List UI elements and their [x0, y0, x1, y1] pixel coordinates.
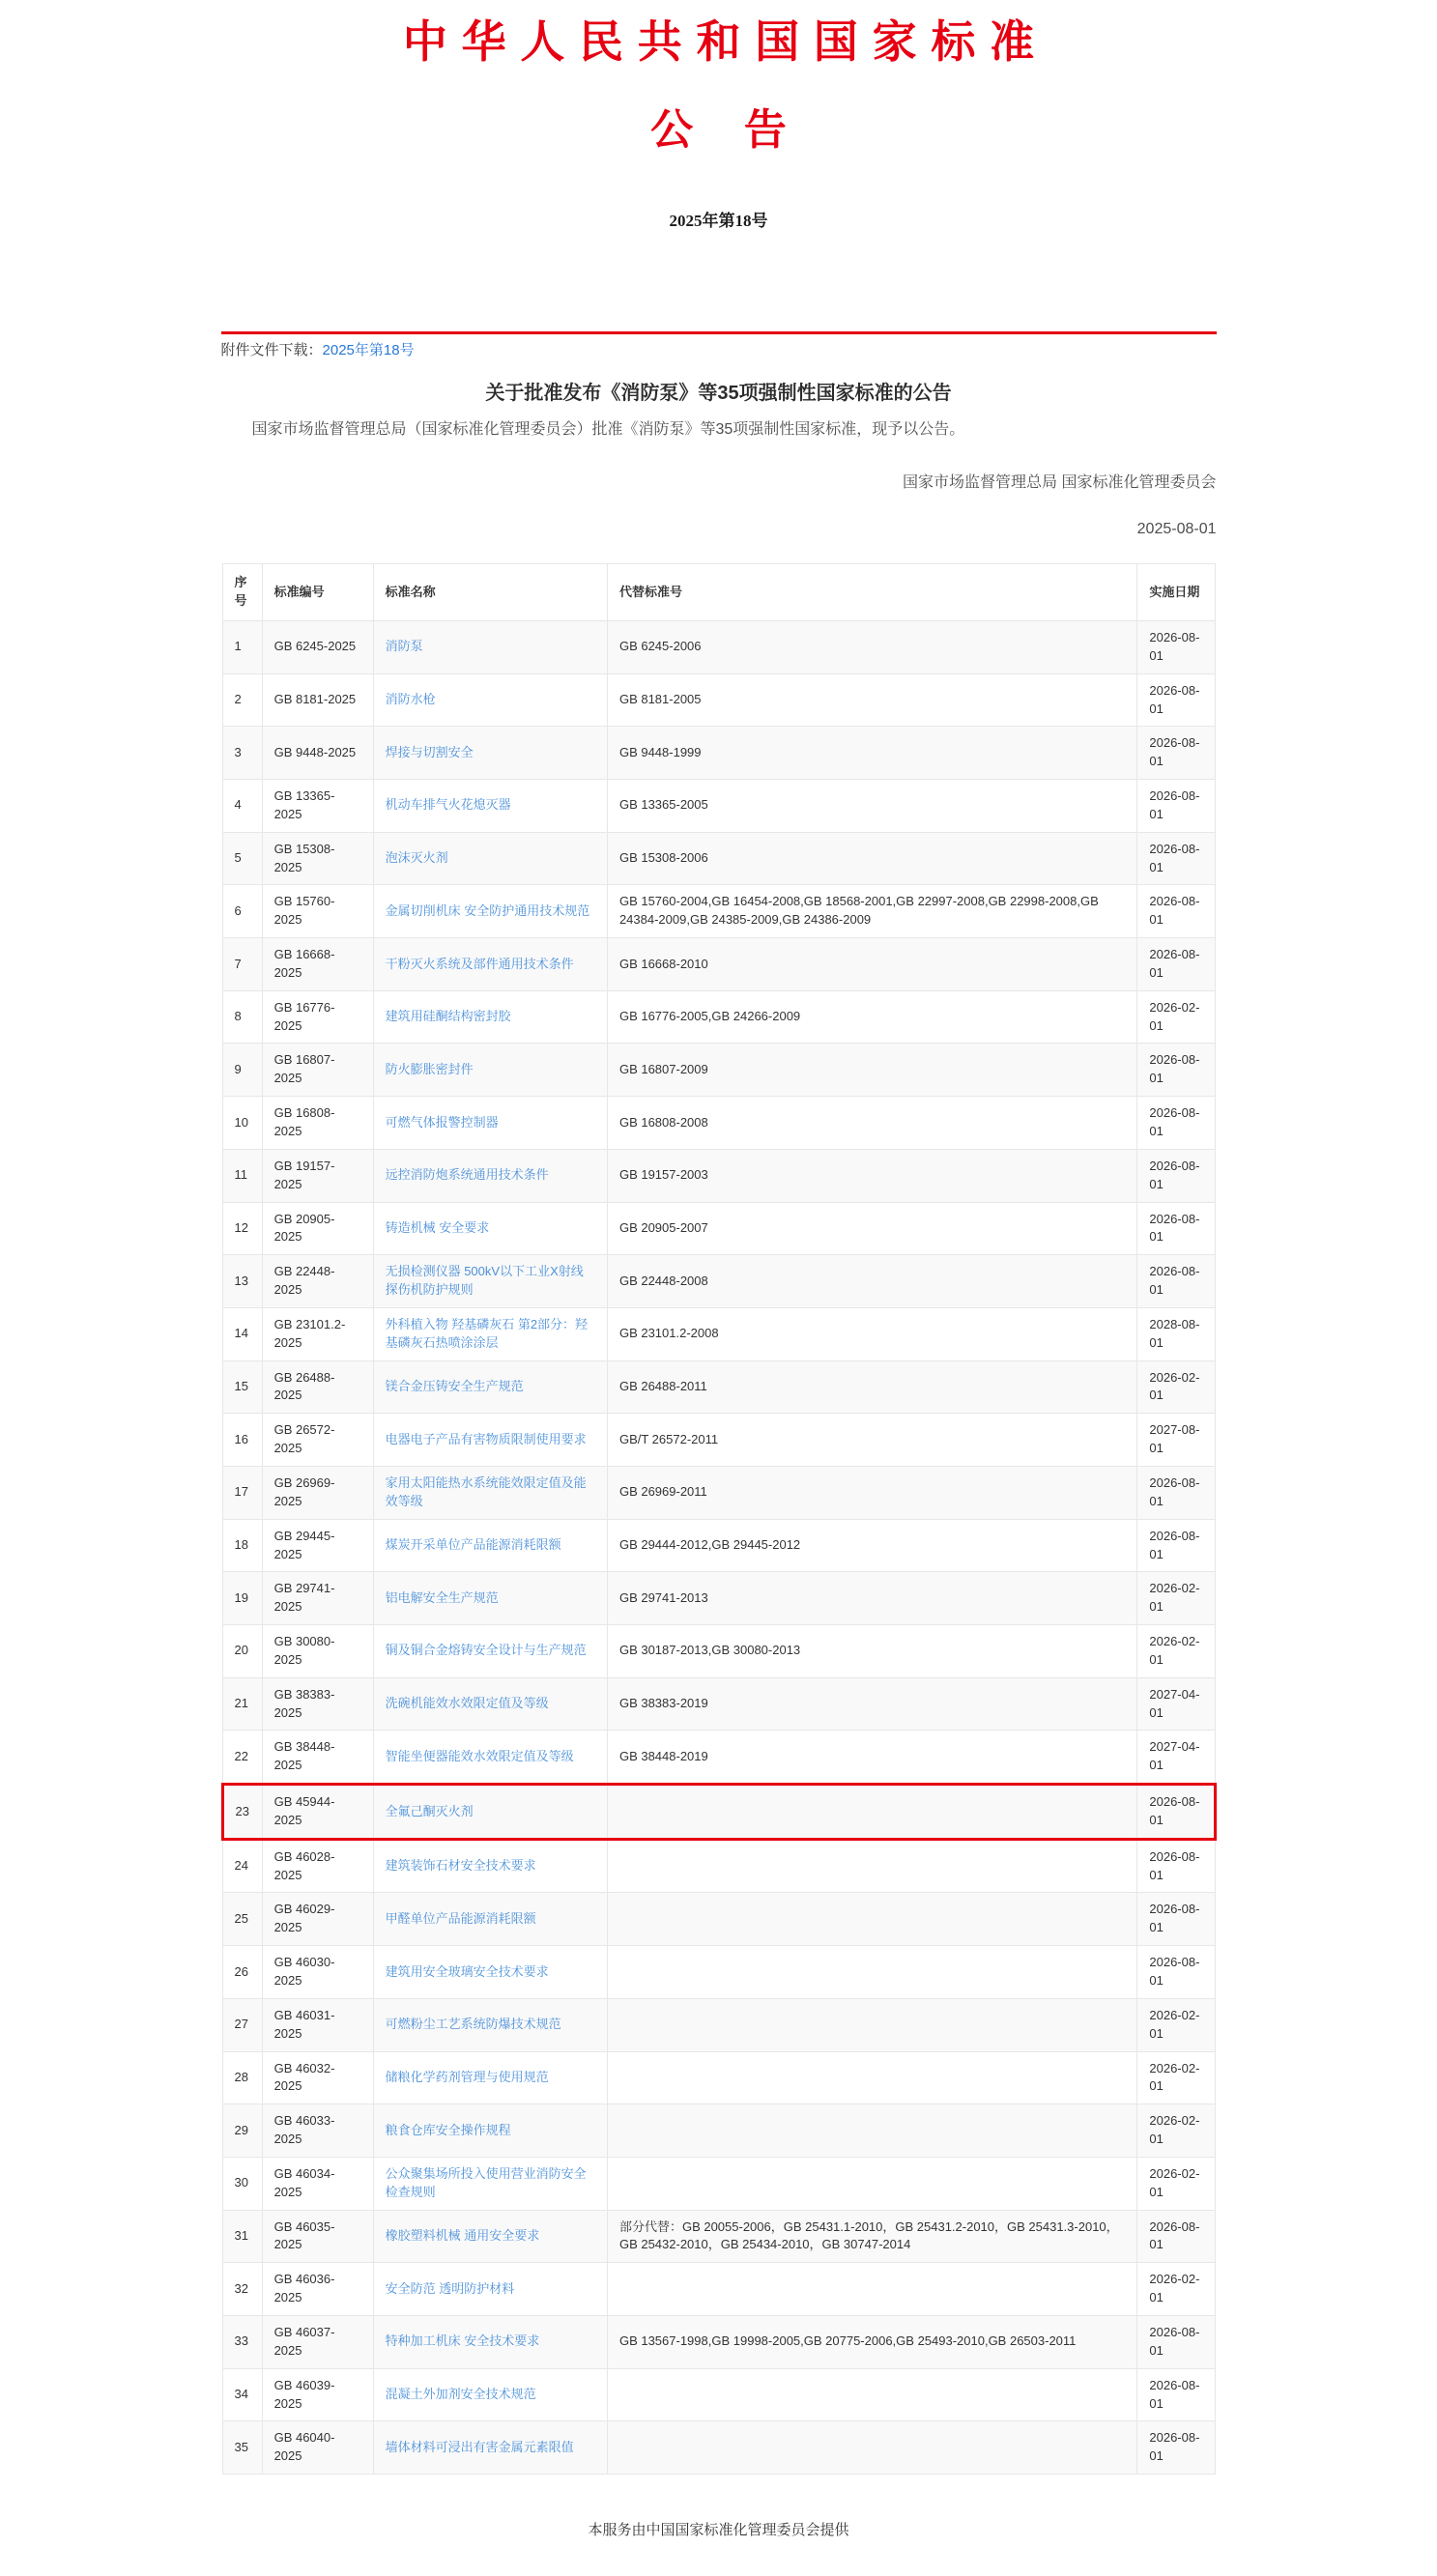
table-row	[222, 727, 1215, 780]
implementation-date-cell: 2026-02-01	[1137, 2051, 1215, 2104]
standard-name-link[interactable]: 粮食仓库安全操作规程	[385, 2122, 511, 2137]
standard-name-cell	[373, 1677, 607, 1731]
standard-code-cell: GB 46031-2025	[262, 1998, 373, 2051]
replaced-standards-cell: GB 15760-2004,GB 16454-2008,GB 18568-2001,GB 22997-2008,GB 22998-2008,GB 24384-2009,GB 24385-2009,GB 24386-2009	[607, 885, 1136, 938]
standard-name-link[interactable]: 安全防范 透明防护材料	[385, 2280, 515, 2296]
replaced-standards-cell: GB 9448-1999	[607, 727, 1136, 780]
row-index-cell: 22	[222, 1731, 262, 1785]
standard-name-link[interactable]: 建筑用安全玻璃安全技术要求	[385, 1963, 549, 1979]
standards-table	[221, 563, 1217, 2475]
standard-code-cell: GB 23101.2-2025	[262, 1307, 373, 1360]
content-area	[221, 331, 1217, 2539]
standard-code-cell: GB 13365-2025	[262, 780, 373, 833]
standard-code-cell: GB 38383-2025	[262, 1677, 373, 1731]
attachment-label: 附件文件下载：	[220, 342, 323, 359]
table-row	[222, 620, 1215, 673]
issue-number: 2025年第18号	[669, 212, 768, 231]
column-header-code: 标准编号	[262, 564, 373, 621]
standard-name-cell	[373, 1360, 607, 1414]
table-row	[222, 1839, 1215, 1893]
implementation-date-cell: 2026-02-01	[1137, 1572, 1215, 1625]
standard-name-link[interactable]: 智能坐便器能效水效限定值及等级	[385, 1748, 574, 1763]
table-row	[222, 1255, 1215, 1308]
replaced-standards-cell: GB 13365-2005	[607, 780, 1136, 833]
replaced-standards-cell: GB 26488-2011	[607, 1360, 1136, 1414]
standard-name-link[interactable]: 甲醛单位产品能源消耗限额	[385, 1910, 536, 1926]
row-index-cell: 16	[222, 1414, 262, 1467]
replaced-standards-cell: GB 30187-2013,GB 30080-2013	[607, 1625, 1136, 1678]
standard-code-cell: GB 26488-2025	[262, 1360, 373, 1414]
table-row	[222, 673, 1215, 727]
replaced-standards-cell: GB 29741-2013	[607, 1572, 1136, 1625]
row-index-cell: 34	[222, 2368, 262, 2421]
standard-code-cell: GB 15760-2025	[262, 885, 373, 938]
replaced-standards-cell	[607, 2104, 1136, 2158]
replaced-standards-cell	[607, 2157, 1136, 2210]
standard-name-cell	[373, 1946, 607, 1999]
implementation-date-cell: 2027-08-01	[1137, 1414, 1215, 1467]
standard-name-cell	[373, 1255, 607, 1308]
replaced-standards-cell: GB 16808-2008	[607, 1097, 1136, 1150]
row-index-cell: 15	[222, 1360, 262, 1414]
replaced-standards-cell: GB 38383-2019	[607, 1677, 1136, 1731]
standard-name-link[interactable]: 储粮化学药剂管理与使用规范	[385, 2069, 549, 2084]
standard-name-cell	[373, 2263, 607, 2316]
standard-name-cell	[373, 1893, 607, 1946]
standard-name-cell	[373, 1519, 607, 1572]
implementation-date-cell: 2026-08-01	[1137, 1097, 1215, 1150]
standard-code-cell: GB 46032-2025	[262, 2051, 373, 2104]
standard-name-cell	[373, 1839, 607, 1893]
standards-table-body	[222, 620, 1215, 2474]
standard-code-cell: GB 26572-2025	[262, 1414, 373, 1467]
standard-code-cell: GB 46040-2025	[262, 2421, 373, 2475]
implementation-date-cell: 2026-08-01	[1137, 673, 1215, 727]
standard-name-cell	[373, 990, 607, 1044]
replaced-standards-cell: GB 23101.2-2008	[607, 1307, 1136, 1360]
standard-name-link[interactable]: 铝电解安全生产规范	[385, 1589, 499, 1605]
row-index-cell: 23	[222, 1785, 262, 1840]
attachment-bar	[221, 334, 1217, 359]
table-row	[222, 1360, 1215, 1414]
row-index-cell: 6	[222, 885, 262, 938]
column-header-date: 实施日期	[1137, 564, 1215, 621]
standard-name-link[interactable]: 家用太阳能热水系统能效限定值及能效等级	[385, 1474, 587, 1508]
column-header-replaces: 代替标准号	[607, 564, 1136, 621]
implementation-date-cell: 2026-08-01	[1137, 1255, 1215, 1308]
table-row	[222, 1677, 1215, 1731]
standard-name-cell	[373, 2368, 607, 2421]
table-row	[222, 1097, 1215, 1150]
row-index-cell: 11	[222, 1149, 262, 1202]
notice-title: 关于批准发布《消防泵》等35项强制性国家标准的公告	[485, 383, 952, 405]
row-index-cell: 4	[222, 780, 262, 833]
replaced-standards-cell: GB 6245-2006	[607, 620, 1136, 673]
table-row	[222, 1149, 1215, 1202]
replaced-standards-cell: GB 29444-2012,GB 29445-2012	[607, 1519, 1136, 1572]
replaced-standards-cell	[607, 2368, 1136, 2421]
replaced-standards-cell: GB 22448-2008	[607, 1255, 1136, 1308]
table-row	[222, 1414, 1215, 1467]
column-header-no: 序号	[222, 564, 262, 621]
standard-name-link[interactable]: 消防泵	[385, 639, 423, 654]
table-row	[222, 885, 1215, 938]
standard-name-link[interactable]: 煤炭开采单位产品能源消耗限额	[385, 1537, 561, 1553]
standard-name-cell	[373, 1202, 607, 1255]
replaced-standards-cell	[607, 2263, 1136, 2316]
row-index-cell: 13	[222, 1255, 262, 1308]
implementation-date-cell: 2026-08-01	[1137, 832, 1215, 885]
standard-code-cell: GB 46033-2025	[262, 2104, 373, 2158]
row-index-cell: 3	[222, 727, 262, 780]
implementation-date-cell: 2026-08-01	[1137, 1466, 1215, 1519]
row-index-cell: 8	[222, 990, 262, 1044]
standard-name-cell	[373, 2157, 607, 2210]
implementation-date-cell: 2026-02-01	[1137, 2104, 1215, 2158]
table-row	[222, 1572, 1215, 1625]
replaced-standards-cell: GB 16807-2009	[607, 1044, 1136, 1097]
implementation-date-cell: 2026-08-01	[1137, 1839, 1215, 1893]
implementation-date-cell: 2026-08-01	[1137, 1044, 1215, 1097]
implementation-date-cell: 2026-08-01	[1137, 620, 1215, 673]
row-index-cell: 32	[222, 2263, 262, 2316]
replaced-standards-cell	[607, 2421, 1136, 2475]
replaced-standards-cell	[607, 1839, 1136, 1893]
table-row	[222, 1307, 1215, 1360]
standard-name-link[interactable]: 铜及铜合金熔铸安全设计与生产规范	[385, 1643, 587, 1658]
standard-name-link[interactable]: 可燃粉尘工艺系统防爆技术规范	[385, 2017, 561, 2032]
table-row	[222, 1202, 1215, 1255]
standard-name-cell	[373, 1307, 607, 1360]
standard-name-cell	[373, 2421, 607, 2475]
standard-name-cell	[373, 1785, 607, 1840]
standard-code-cell: GB 16776-2025	[262, 990, 373, 1044]
standard-code-cell: GB 46028-2025	[262, 1839, 373, 1893]
replaced-standards-cell	[607, 1785, 1136, 1840]
standard-name-cell	[373, 1625, 607, 1678]
table-row	[222, 1044, 1215, 1097]
implementation-date-cell: 2027-04-01	[1137, 1731, 1215, 1785]
standard-name-link[interactable]: 无损检测仪器 500kV以下工业X射线探伤机防护规则	[385, 1264, 584, 1298]
table-row	[222, 1893, 1215, 1946]
table-row	[222, 1946, 1215, 1999]
implementation-date-cell: 2026-08-01	[1137, 885, 1215, 938]
standard-name-link[interactable]: 橡胶塑料机械 通用安全要求	[385, 2228, 540, 2244]
standard-code-cell: GB 30080-2025	[262, 1625, 373, 1678]
table-row	[222, 1625, 1215, 1678]
implementation-date-cell: 2028-08-01	[1137, 1307, 1215, 1360]
implementation-date-cell: 2026-08-01	[1137, 2210, 1215, 2263]
table-row	[222, 2421, 1215, 2475]
standard-name-cell	[373, 938, 607, 991]
standard-name-link[interactable]: 消防水枪	[385, 692, 436, 707]
row-index-cell: 7	[222, 938, 262, 991]
row-index-cell: 14	[222, 1307, 262, 1360]
standard-code-cell: GB 46034-2025	[262, 2157, 373, 2210]
standard-name-link[interactable]: 机动车排气火花熄灭器	[385, 797, 511, 813]
row-index-cell: 1	[222, 620, 262, 673]
row-index-cell: 10	[222, 1097, 262, 1150]
standard-name-cell	[373, 1097, 607, 1150]
replaced-standards-cell: GB 8181-2005	[607, 673, 1136, 727]
notice-body: 国家市场监督管理总局（国家标准化管理委员会）批准《消防泵》等35项强制性国家标准，现予以公告。	[251, 421, 965, 439]
row-index-cell: 30	[222, 2157, 262, 2210]
table-row	[222, 832, 1215, 885]
implementation-date-cell: 2026-02-01	[1137, 2263, 1215, 2316]
standard-code-cell: GB 46030-2025	[262, 1946, 373, 1999]
standard-name-link[interactable]: 混凝土外加剂安全技术规范	[385, 2387, 536, 2402]
footer-note: 本服务由中国国家标准化管理委员会提供	[588, 2522, 849, 2539]
implementation-date-cell: 2026-02-01	[1137, 1360, 1215, 1414]
row-index-cell: 19	[222, 1572, 262, 1625]
standard-code-cell: GB 6245-2025	[262, 620, 373, 673]
standard-name-cell	[373, 1572, 607, 1625]
standard-name-cell	[373, 620, 607, 673]
standard-code-cell: GB 38448-2025	[262, 1731, 373, 1785]
row-index-cell: 17	[222, 1466, 262, 1519]
replaced-standards-cell: GB 16776-2005,GB 24266-2009	[607, 990, 1136, 1044]
standard-code-cell: GB 8181-2025	[262, 673, 373, 727]
table-row	[222, 1519, 1215, 1572]
implementation-date-cell: 2027-04-01	[1137, 1677, 1215, 1731]
row-index-cell: 27	[222, 1998, 262, 2051]
replaced-standards-cell: GB/T 26572-2011	[607, 1414, 1136, 1467]
implementation-date-cell: 2026-08-01	[1137, 2421, 1215, 2475]
replaced-standards-cell: GB 15308-2006	[607, 832, 1136, 885]
row-index-cell: 20	[222, 1625, 262, 1678]
table-header-row	[222, 564, 1215, 621]
implementation-date-cell: 2026-08-01	[1137, 727, 1215, 780]
replaced-standards-cell: GB 13567-1998,GB 19998-2005,GB 20775-2006,GB 25493-2010,GB 26503-2011	[607, 2315, 1136, 2368]
row-index-cell: 2	[222, 673, 262, 727]
table-row	[222, 1466, 1215, 1519]
attachment-link[interactable]: 2025年第18号	[322, 342, 415, 359]
standard-code-cell: GB 46036-2025	[262, 2263, 373, 2316]
replaced-standards-cell	[607, 1998, 1136, 2051]
replaced-standards-cell: 部分代替：GB 20055-2006，GB 25431.1-2010，GB 25431.2-2010，GB 25431.3-2010，GB 25432-2010，GB 25434-2010，GB 30747-2014	[607, 2210, 1136, 2263]
table-row	[222, 2210, 1215, 2263]
standard-name-cell	[373, 2104, 607, 2158]
standard-code-cell: GB 46035-2025	[262, 2210, 373, 2263]
standard-name-cell	[373, 1414, 607, 1467]
standard-code-cell: GB 15308-2025	[262, 832, 373, 885]
implementation-date-cell: 2026-08-01	[1137, 2315, 1215, 2368]
standard-name-cell	[373, 2315, 607, 2368]
table-row	[222, 1998, 1215, 2051]
table-row	[222, 1785, 1215, 1840]
row-index-cell: 28	[222, 2051, 262, 2104]
table-row	[222, 2315, 1215, 2368]
table-row	[222, 2368, 1215, 2421]
standard-name-cell	[373, 832, 607, 885]
standard-name-cell	[373, 673, 607, 727]
standard-code-cell: GB 16808-2025	[262, 1097, 373, 1150]
row-index-cell: 21	[222, 1677, 262, 1731]
standard-code-cell: GB 29741-2025	[262, 1572, 373, 1625]
standard-name-link[interactable]: 镁合金压铸安全生产规范	[385, 1379, 524, 1394]
table-row	[222, 780, 1215, 833]
standard-code-cell: GB 9448-2025	[262, 727, 373, 780]
implementation-date-cell: 2026-02-01	[1137, 1625, 1215, 1678]
row-index-cell: 18	[222, 1519, 262, 1572]
standard-name-cell	[373, 2210, 607, 2263]
standard-name-link[interactable]: 特种加工机床 安全技术要求	[385, 2333, 540, 2349]
notice-issuer: 国家市场监督管理总局 国家标准化管理委员会	[903, 474, 1217, 492]
standard-code-cell: GB 22448-2025	[262, 1255, 373, 1308]
row-index-cell: 5	[222, 832, 262, 885]
standard-name-link[interactable]: 铸造机械 安全要求	[385, 1219, 490, 1235]
implementation-date-cell: 2026-08-01	[1137, 1519, 1215, 1572]
standard-name-link[interactable]: 远控消防炮系统通用技术条件	[385, 1167, 549, 1183]
row-index-cell: 33	[222, 2315, 262, 2368]
standard-name-cell	[373, 1466, 607, 1519]
standard-name-link[interactable]: 洗碗机能效水效限定值及等级	[385, 1696, 549, 1711]
doc-subtitle: 公 告	[650, 106, 791, 155]
replaced-standards-cell: GB 38448-2019	[607, 1731, 1136, 1785]
standard-code-cell: GB 20905-2025	[262, 1202, 373, 1255]
standard-name-link[interactable]: 外科植入物 羟基磷灰石 第2部分：羟基磷灰石热喷涂涂层	[385, 1316, 589, 1350]
implementation-date-cell: 2026-08-01	[1137, 1202, 1215, 1255]
notice-date: 2025-08-01	[1136, 521, 1217, 538]
standard-name-link[interactable]: 电器电子产品有害物质限制使用要求	[385, 1431, 587, 1446]
row-index-cell: 25	[222, 1893, 262, 1946]
standard-code-cell: GB 29445-2025	[262, 1519, 373, 1572]
table-row	[222, 2051, 1215, 2104]
standard-name-link[interactable]: 泡沫灭火剂	[385, 850, 448, 866]
doc-title: 中华人民共和国国家标准	[402, 17, 1049, 67]
row-index-cell: 26	[222, 1946, 262, 1999]
standard-name-cell	[373, 727, 607, 780]
implementation-date-cell: 2026-08-01	[1137, 780, 1215, 833]
row-index-cell: 24	[222, 1839, 262, 1893]
standard-name-link[interactable]: 建筑装饰石材安全技术要求	[385, 1858, 536, 1874]
implementation-date-cell: 2026-08-01	[1137, 1149, 1215, 1202]
implementation-date-cell: 2026-02-01	[1137, 990, 1215, 1044]
standard-name-link[interactable]: 全氟己酮灭火剂	[385, 1803, 474, 1818]
row-index-cell: 12	[222, 1202, 262, 1255]
standard-code-cell: GB 19157-2025	[262, 1149, 373, 1202]
implementation-date-cell: 2026-08-01	[1137, 1893, 1215, 1946]
standard-name-link[interactable]: 墙体材料可浸出有害金属元素限值	[385, 2439, 574, 2454]
replaced-standards-cell: GB 19157-2003	[607, 1149, 1136, 1202]
replaced-standards-cell	[607, 1893, 1136, 1946]
implementation-date-cell: 2026-08-01	[1137, 2368, 1215, 2421]
standard-code-cell: GB 46037-2025	[262, 2315, 373, 2368]
column-header-name: 标准名称	[373, 564, 607, 621]
implementation-date-cell: 2026-02-01	[1137, 2157, 1215, 2210]
table-row	[222, 2263, 1215, 2316]
replaced-standards-cell	[607, 2051, 1136, 2104]
standard-name-cell	[373, 780, 607, 833]
standard-code-cell: GB 16807-2025	[262, 1044, 373, 1097]
implementation-date-cell: 2026-08-01	[1137, 1785, 1215, 1840]
row-index-cell: 31	[222, 2210, 262, 2263]
standard-name-cell	[373, 2051, 607, 2104]
replaced-standards-cell: GB 26969-2011	[607, 1466, 1136, 1519]
implementation-date-cell: 2026-08-01	[1137, 938, 1215, 991]
standard-name-link[interactable]: 金属切削机床 安全防护通用技术规范	[385, 902, 590, 918]
standard-name-cell	[373, 1044, 607, 1097]
table-row	[222, 2104, 1215, 2158]
standard-name-link[interactable]: 公众聚集场所投入使用营业消防安全检查规则	[385, 2165, 587, 2199]
implementation-date-cell: 2026-02-01	[1137, 1998, 1215, 2051]
standard-name-cell	[373, 1149, 607, 1202]
standard-name-link[interactable]: 干粉灭火系统及部件通用技术条件	[385, 956, 574, 971]
standard-name-cell	[373, 885, 607, 938]
replaced-standards-cell	[607, 1946, 1136, 1999]
implementation-date-cell: 2026-08-01	[1137, 1946, 1215, 1999]
standard-name-link[interactable]: 可燃气体报警控制器	[385, 1114, 499, 1130]
replaced-standards-cell: GB 20905-2007	[607, 1202, 1136, 1255]
masthead	[0, 0, 1437, 231]
standard-code-cell: GB 46029-2025	[262, 1893, 373, 1946]
table-row	[222, 990, 1215, 1044]
standard-name-cell	[373, 1731, 607, 1785]
row-index-cell: 35	[222, 2421, 262, 2475]
row-index-cell: 9	[222, 1044, 262, 1097]
standard-name-link[interactable]: 防火膨胀密封件	[385, 1061, 474, 1076]
table-row	[222, 938, 1215, 991]
standard-name-link[interactable]: 建筑用硅酮结构密封胶	[385, 1009, 511, 1024]
table-row	[222, 1731, 1215, 1785]
standard-name-link[interactable]: 焊接与切割安全	[385, 744, 474, 759]
standard-code-cell: GB 45944-2025	[262, 1785, 373, 1840]
table-row	[222, 2157, 1215, 2210]
standard-code-cell: GB 26969-2025	[262, 1466, 373, 1519]
standard-code-cell: GB 46039-2025	[262, 2368, 373, 2421]
standard-code-cell: GB 16668-2025	[262, 938, 373, 991]
row-index-cell: 29	[222, 2104, 262, 2158]
standard-name-cell	[373, 1998, 607, 2051]
replaced-standards-cell: GB 16668-2010	[607, 938, 1136, 991]
